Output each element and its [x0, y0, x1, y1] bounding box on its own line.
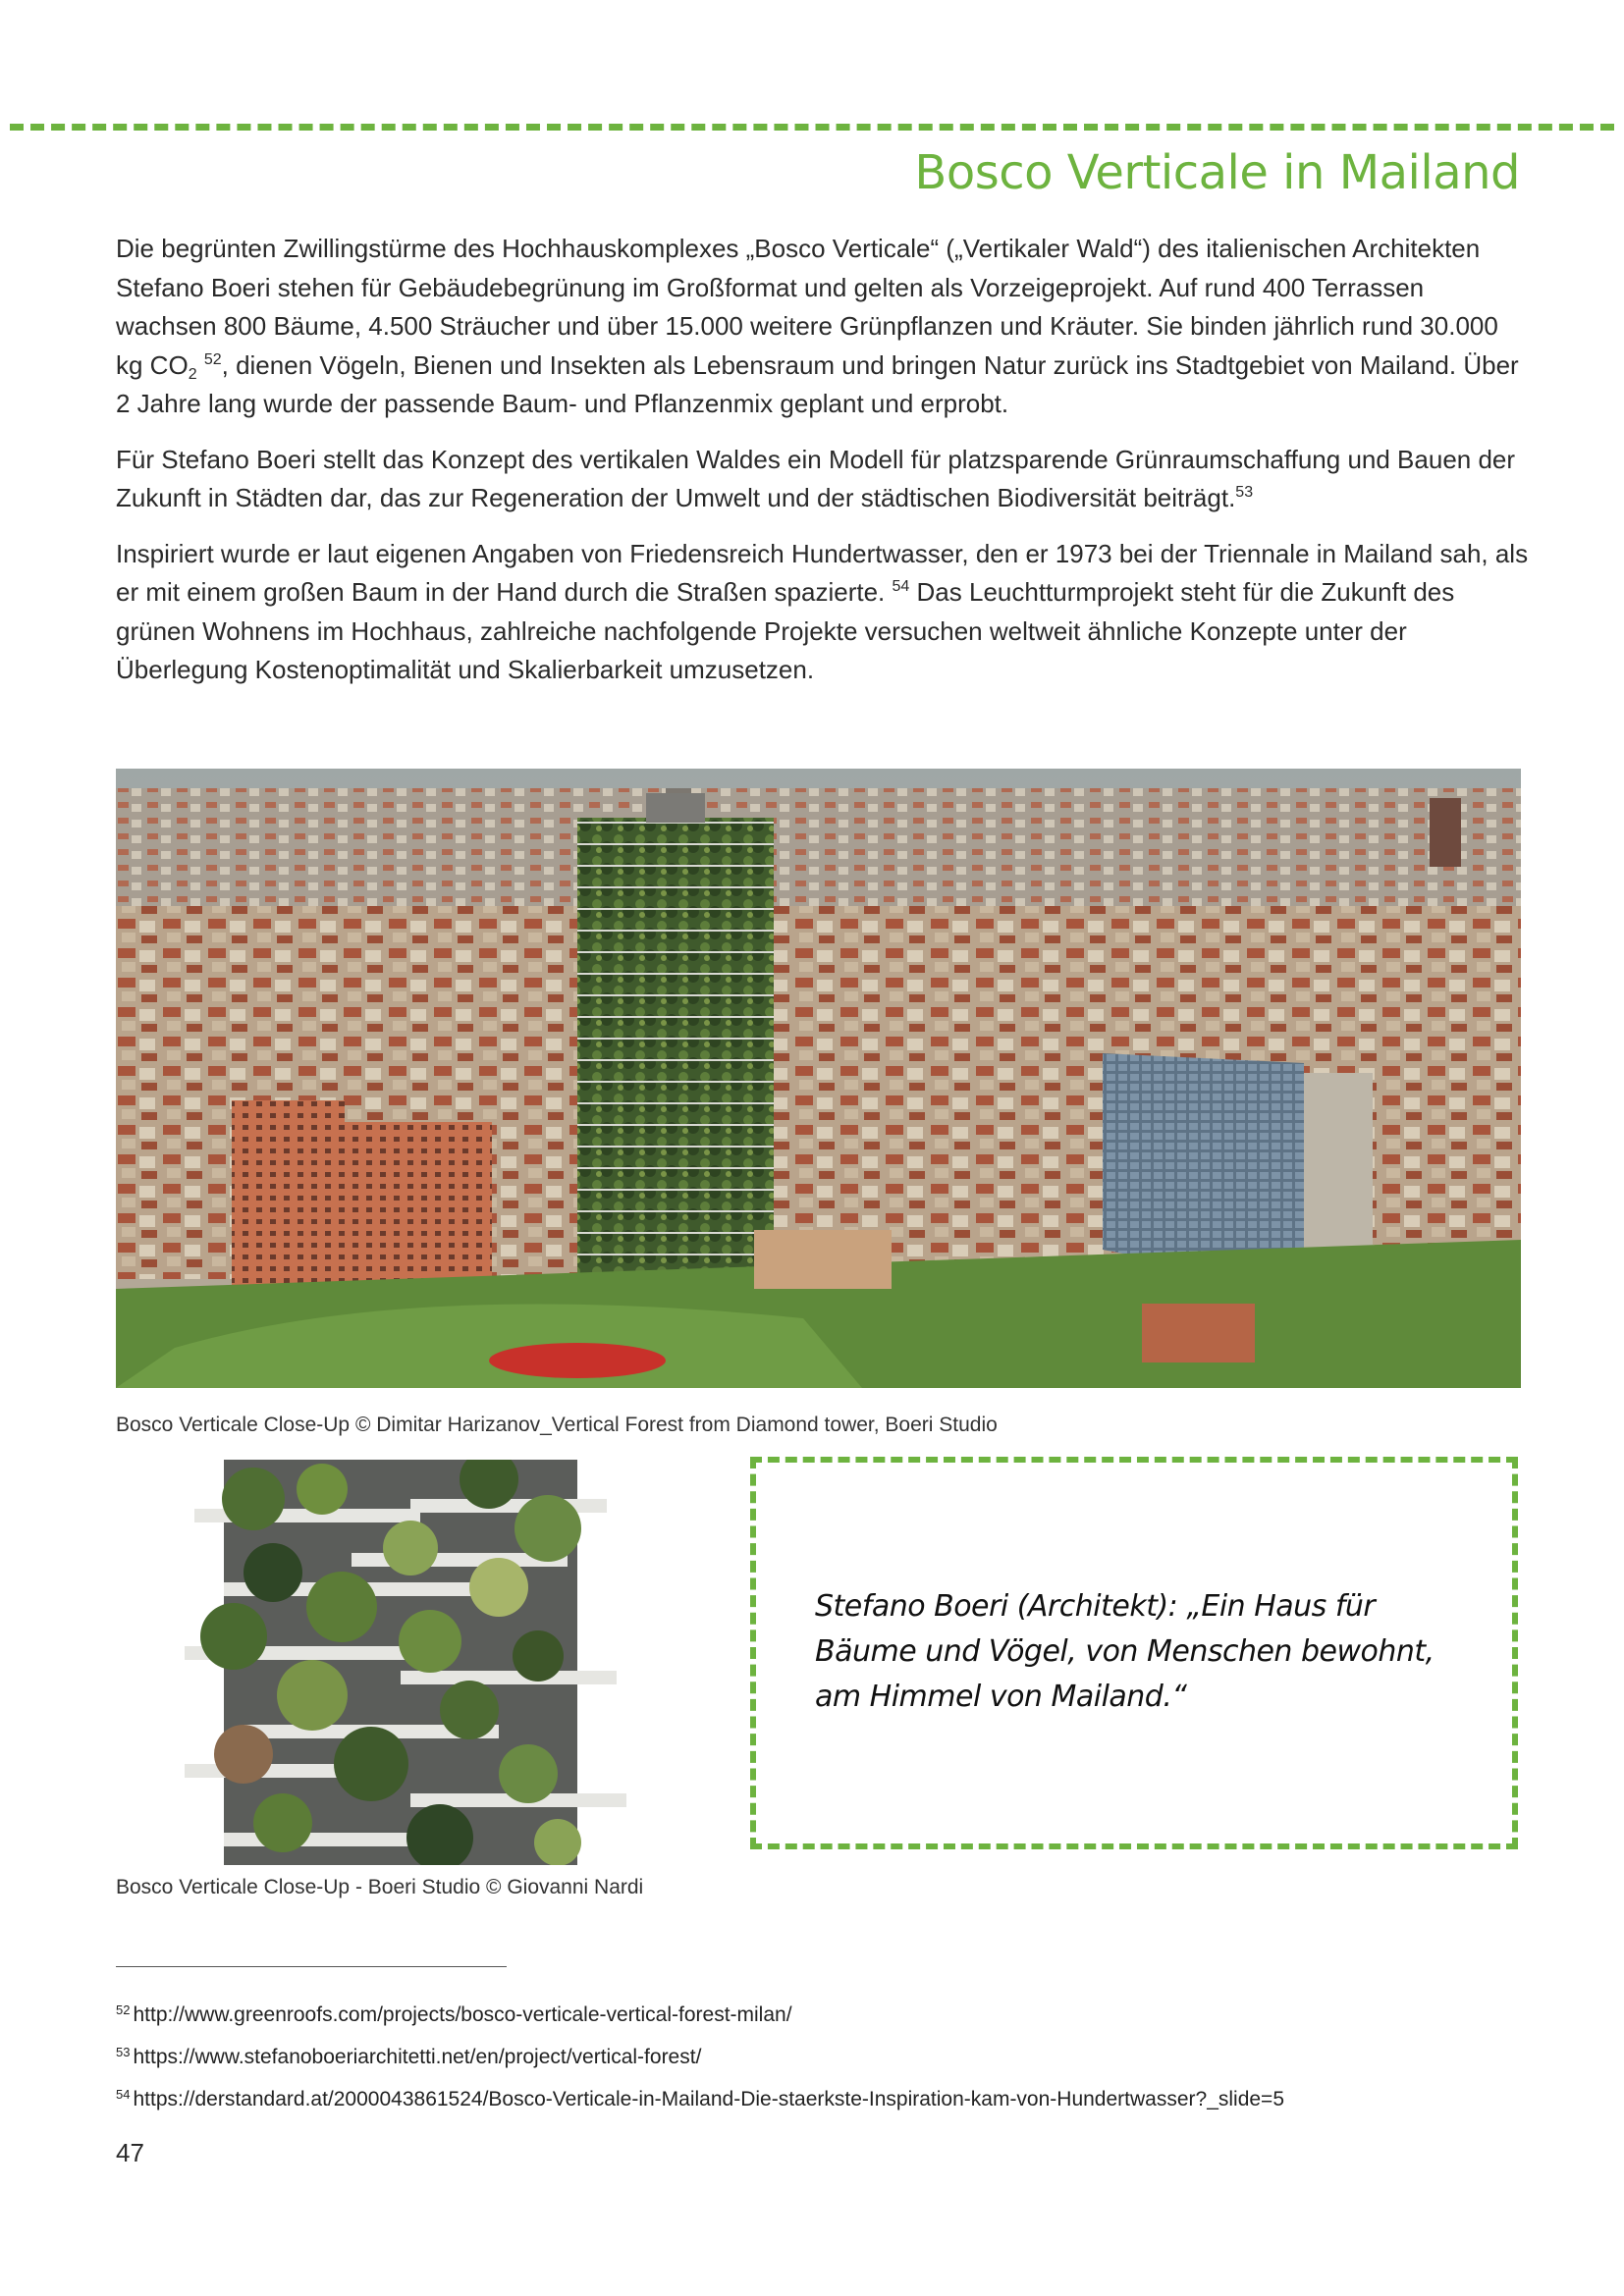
bosco-verticale-closeup-photo	[116, 1460, 715, 1865]
main-photo-caption: Bosco Verticale Close-Up © Dimitar Harizanov_Vertical Forest from Diamond tower, Boeri Studio	[116, 1414, 998, 1436]
footnote-link[interactable]: https://derstandard.at/2000043861524/Bosco-Verticale-in-Mailand-Die-staerkste-Inspiration-kam-von-Hundertwasser?_slide=5	[133, 2088, 1285, 2110]
bosco-verticale-aerial-photo	[116, 769, 1521, 1388]
paragraph-1-part-a: Die begrünten Zwillingstürme des Hochhauskomplexes „Bosco Verticale“ („Vertikaler Wald“) des italienischen Architekten Stefano Boeri stehen für Gebäudebegrünung im Großformat und gelten als Vorzeigeprojekt. Auf rund 400 Terrassen wachsen 800 Bäume, 4.500 Sträucher und über 15.000 weitere Grünpflanzen und Kräuter. Sie binden jährlich rund 30.000 kg CO	[116, 234, 1498, 380]
page-title: Bosco Verticale in Mailand	[914, 145, 1520, 200]
footnote-number: 52	[116, 2002, 131, 2017]
paragraph-1-part-b: , dienen Vögeln, Bienen und Insekten als Lebensraum und bringen Natur zurück ins Stadtgebiet von Mailand. Über 2 Jahre lang wurde der passende Baum- und Pflanzenmix geplant und erprobt.	[116, 349, 1519, 418]
paragraph-2-text: Für Stefano Boeri stellt das Konzept des vertikalen Waldes ein Modell für platzsparende Grünraumschaffung und Bauen der Zukunft in Städten dar, das zur Regeneration der Umwelt und der städtischen Biodiversität beiträgt.	[116, 444, 1516, 512]
footnote-ref-52[interactable]: 52	[203, 350, 222, 368]
footnote-separator	[116, 1966, 507, 1967]
footnote-ref-54[interactable]: 54	[892, 578, 910, 595]
footnote-53	[116, 2045, 1284, 2087]
footnote-link[interactable]: http://www.greenroofs.com/projects/bosco-verticale-vertical-forest-milan/	[133, 2003, 792, 2026]
top-dashed-rule	[10, 124, 1614, 131]
co2-subscript: 2	[188, 365, 197, 383]
footnote-ref-53[interactable]: 53	[1235, 484, 1254, 501]
paragraph-1	[116, 230, 1530, 424]
aerial-photo-illustration	[116, 769, 1521, 1388]
body-text	[116, 230, 1530, 707]
footnote-54	[116, 2087, 1284, 2129]
quote-box	[750, 1457, 1518, 1849]
paragraph-3	[116, 535, 1530, 690]
footnote-52	[116, 2002, 1284, 2045]
footnote-number: 54	[116, 2087, 131, 2102]
page-number: 47	[116, 2138, 144, 2167]
footnotes	[116, 2002, 1284, 2129]
closeup-photo-illustration	[116, 1460, 715, 1865]
paragraph-2	[116, 441, 1530, 518]
footnote-number: 53	[116, 2045, 131, 2059]
architect-quote: Stefano Boeri (Architekt): „Ein Haus für Bäume und Vögel, von Menschen bewohnt, am Himmel von Mailand.“	[815, 1589, 1435, 1714]
footnote-link[interactable]: https://www.stefanoboeriarchitetti.net/en/project/vertical-forest/	[133, 2046, 702, 2068]
paragraph-3-part-b: Das Leuchtturmprojekt steht für die Zukunft des grünen Wohnens im Hochhaus, zahlreiche nachfolgende Projekte versuchen weltweit ähnliche Konzepte unter der Überlegung Kostenoptimalität und Skalierbarkeit umzusetzen.	[116, 577, 1455, 684]
closeup-photo-caption: Bosco Verticale Close-Up - Boeri Studio © Giovanni Nardi	[116, 1876, 644, 1898]
paragraph-3-part-a: Inspiriert wurde er laut eigenen Angaben von Friedensreich Hundertwasser, den er 1973 bei der Triennale in Mailand sah, als er mit einem großen Baum in der Hand durch die Straßen spazierte.	[116, 538, 1529, 607]
